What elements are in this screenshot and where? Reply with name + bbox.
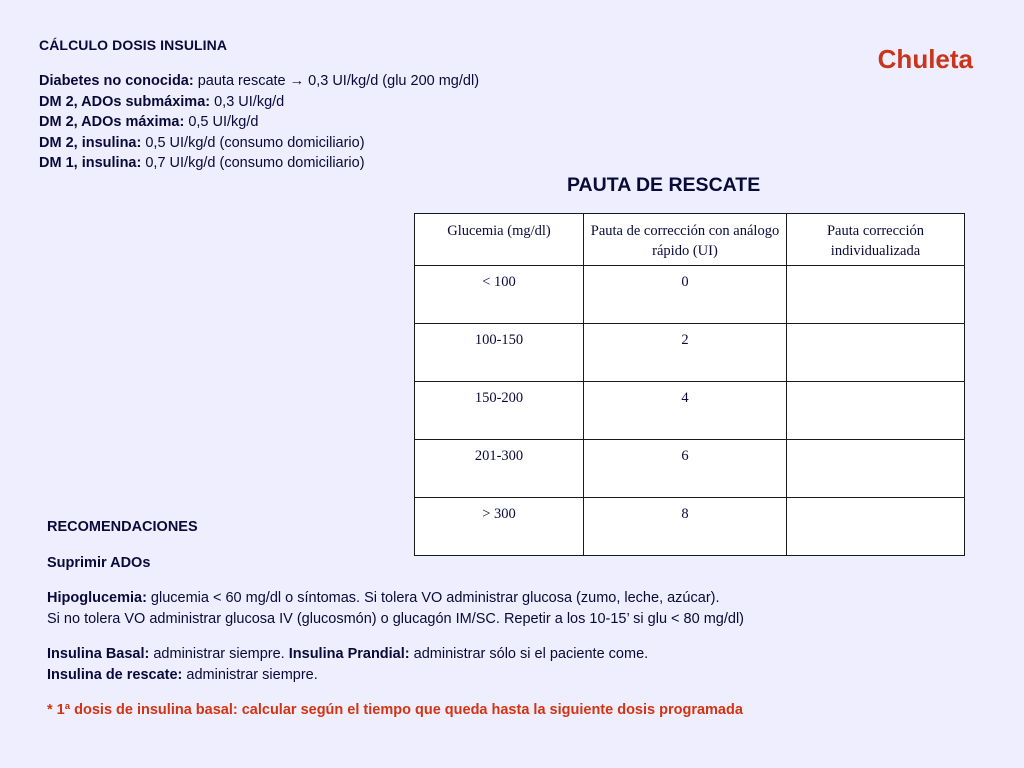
table-row <box>415 382 965 440</box>
cell-glucemia: < 100 <box>415 266 584 324</box>
insulina-prandial-label: Insulina Prandial: <box>288 646 410 662</box>
dosis-item-label: DM 2, ADOs submáxima: <box>39 93 211 110</box>
column-header-pauta-correccion: Pauta de corrección con análogo rápido (UI) <box>584 214 787 266</box>
dosis-item-label: DM 2, insulina: <box>39 134 142 151</box>
suprimir-ados <box>47 553 947 574</box>
cell-glucemia: 201-300 <box>415 440 584 498</box>
cell-pauta: 4 <box>584 382 787 440</box>
cell-individualizada <box>787 324 965 382</box>
dosis-item-label: DM 1, insulina: <box>39 155 142 171</box>
dosis-item-label: Diabetes no conocida: <box>39 73 194 89</box>
column-header-pauta-individualizada: Pauta corrección individualizada <box>787 214 965 266</box>
insulina-prandial-text: administrar sólo si el paciente come. <box>409 646 649 662</box>
cell-pauta: 2 <box>584 324 787 382</box>
basal-dose-note: * 1ª dosis de insulina basal: calcular según el tiempo que queda hasta la siguiente dosis programada <box>47 702 743 718</box>
dosis-list <box>39 71 479 174</box>
dosis-item <box>39 153 479 174</box>
recomendaciones-title <box>47 517 947 538</box>
hipoglucemia-text: glucemia < 60 mg/dl o síntomas. Si tolera VO administrar glucosa (zumo, leche, azúcar). <box>146 590 720 606</box>
cell-glucemia: 100-150 <box>415 324 584 382</box>
table-row <box>415 266 965 324</box>
recomendaciones-title-text: RECOMENDACIONES <box>47 519 198 535</box>
insulina-paragraph <box>47 644 947 685</box>
dosis-item <box>39 71 479 92</box>
table-row <box>415 440 965 498</box>
dosis-item-label: DM 2, ADOs máxima: <box>39 114 185 130</box>
insulina-rescate-label: Insulina de rescate: <box>47 666 183 683</box>
dosis-item-text: 0,5 UI/kg/d <box>184 114 259 130</box>
rescate-table <box>414 213 965 556</box>
rescate-title: PAUTA DE RESCATE <box>567 174 761 196</box>
cell-individualizada <box>787 382 965 440</box>
chuleta-label: Chuleta <box>877 44 973 74</box>
dosis-item <box>39 112 479 133</box>
dosis-item-text: pauta rescate → 0,3 UI/kg/d (glu 200 mg/dl) <box>193 73 480 89</box>
page-title: CÁLCULO DOSIS INSULINA <box>39 37 228 53</box>
cell-glucemia: 150-200 <box>415 382 584 440</box>
table-row <box>415 324 965 382</box>
recomendaciones-section <box>47 517 947 721</box>
dosis-item <box>39 133 479 154</box>
cell-pauta: 8 <box>584 498 787 556</box>
cell-glucemia: > 300 <box>415 498 584 556</box>
insulina-rescate-text: administrar siempre. <box>182 666 318 683</box>
insulina-basal-text: administrar siempre. <box>149 646 289 662</box>
hipoglucemia-text-2: Si no tolera VO administrar glucosa IV (glucosmón) o glucagón IM/SC. Repetir a los 10-15’ si glu < 80 mg/dl) <box>47 610 744 627</box>
cell-pauta: 0 <box>584 266 787 324</box>
table-header-row <box>415 214 965 266</box>
cell-pauta: 6 <box>584 440 787 498</box>
dosis-item <box>39 92 479 113</box>
dosis-item-text: 0,5 UI/kg/d (consumo domiciliario) <box>141 134 365 151</box>
dosis-item-text: 0,3 UI/kg/d <box>210 93 285 110</box>
dosis-item-text: 0,7 UI/kg/d (consumo domiciliario) <box>141 155 365 171</box>
suprimir-ados-text: Suprimir ADOs <box>47 554 151 571</box>
cell-individualizada <box>787 266 965 324</box>
cell-individualizada <box>787 440 965 498</box>
hipoglucemia-label: Hipoglucemia: <box>47 590 147 606</box>
insulina-basal-label: Insulina Basal: <box>47 646 150 662</box>
hipoglucemia-paragraph <box>47 588 947 629</box>
column-header-glucemia: Glucemia (mg/dl) <box>415 214 584 266</box>
